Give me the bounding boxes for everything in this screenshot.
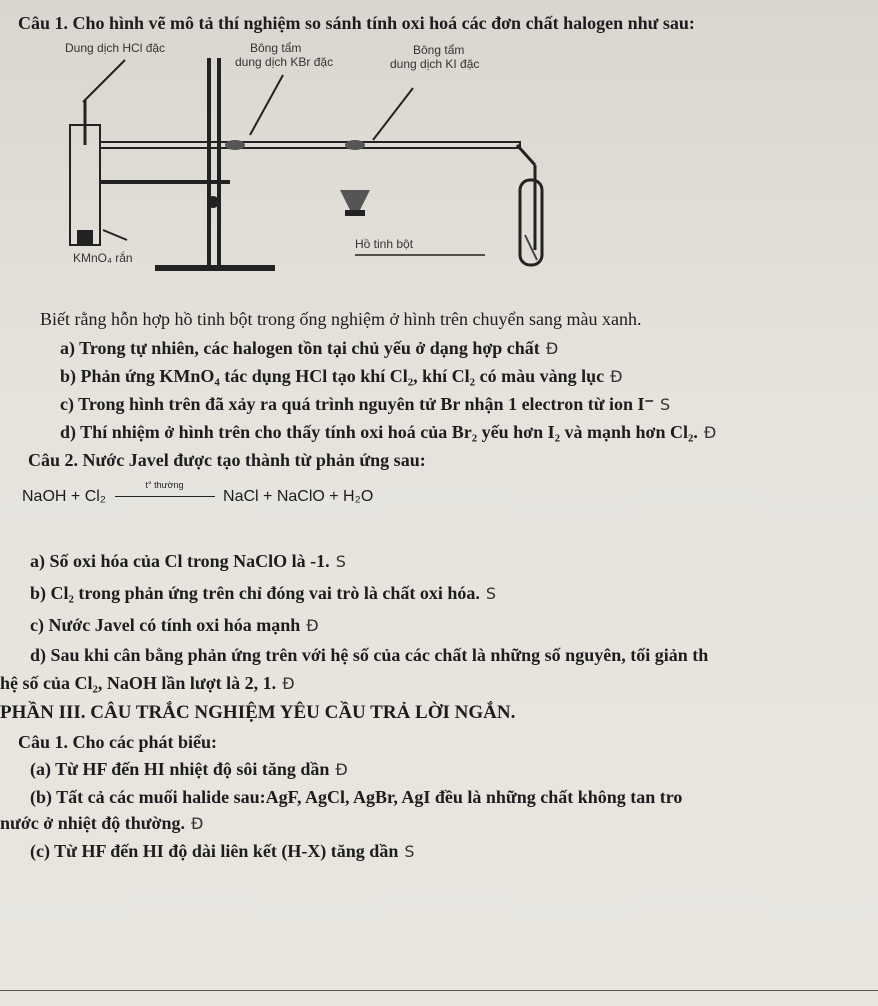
label-kmno4: KMnO₄ rắn	[73, 251, 133, 265]
equation-right: NaCl + NaClO + H₂O	[223, 488, 374, 505]
equation-left: NaOH + Cl₂	[22, 488, 107, 505]
label-hcl: Dung dịch HCl đặc	[65, 41, 166, 55]
q2-item-b	[30, 582, 496, 605]
q2-c-text: c) Nước Javel có tính oxi hóa mạnh	[30, 615, 301, 635]
q2-b-mark: S	[485, 584, 497, 603]
label-ki-2: dung dịch KI đặc	[390, 57, 480, 71]
q2-equation	[22, 480, 374, 508]
q2-b-text: b) Cl₂ trong phản ứng trên chỉ đóng vai trò là chất oxi hóa.	[30, 583, 480, 603]
q1-a-mark: Đ	[545, 339, 559, 358]
q1-item-c	[60, 393, 670, 416]
bottom-divider	[0, 990, 878, 991]
part3-item-b-line1: (b) Tất cả các muối halide sau:AgF, AgCl, AgBr, AgI đều là những chất không tan tro	[30, 787, 683, 807]
q2-c-mark: Đ	[306, 616, 319, 635]
label-starch: Hồ tinh bột	[355, 237, 414, 251]
q1-item-a	[60, 337, 558, 360]
part3-item-a	[30, 758, 348, 781]
label-kbr-1: Bông tẩm	[250, 41, 302, 55]
q2-title: Câu 2. Nước Javel được tạo thành từ phản ứng sau:	[28, 450, 426, 470]
q1-item-d	[60, 421, 716, 444]
part3-a-text: (a) Từ HF đến HI nhiệt độ sôi tăng dần	[30, 759, 330, 779]
part3-c-text: (c) Từ HF đến HI độ dài liên kết (H-X) tăng dần	[30, 841, 399, 861]
q2-a-mark: S	[335, 552, 346, 571]
part3-title: PHẦN III. CÂU TRẮC NGHIỆM YÊU CẦU TRẢ LỜI NGẮN.	[0, 702, 516, 723]
q1-a-text: a) Trong tự nhiên, các halogen tồn tại chủ yếu ở dạng hợp chất	[60, 338, 540, 358]
q1-title: Câu 1. Cho hình vẽ mô tả thí nghiệm so sánh tính oxi hoá các đơn chất halogen như sau:	[18, 13, 695, 33]
q2-item-a	[30, 550, 346, 573]
q1-b-text: b) Phản ứng KMnO₄ tác dụng HCl tạo khí Cl₂, khí Cl₂ có màu vàng lục	[60, 366, 605, 386]
q1-d-text: d) Thí nhiệm ở hình trên cho thấy tính oxi hoá của Br₂ yếu hơn I₂ và mạnh hơn Cl₂.	[60, 422, 698, 442]
q2-item-c	[30, 614, 319, 637]
equation-condition: t° thường	[145, 480, 184, 490]
q1-c-text: c) Trong hình trên đã xảy ra quá trình nguyên tử Br nhận 1 electron từ ion I⁻	[60, 394, 655, 414]
part3-b-text: nước ở nhiệt độ thường.	[0, 813, 186, 833]
equation-arrow	[115, 480, 215, 506]
q1-b-mark: Đ	[610, 367, 623, 386]
q1-d-mark: Đ	[703, 423, 717, 442]
q1-item-b	[60, 365, 623, 388]
label-ki-1: Bông tẩm	[413, 43, 465, 57]
part3-c-mark: S	[404, 842, 415, 861]
part3-a-mark: Đ	[335, 760, 348, 779]
q2-d-text: hệ số của Cl₂, NaOH lần lượt là 2, 1.	[0, 673, 277, 693]
q2-a-text: a) Số oxi hóa của Cl trong NaClO là -1.	[30, 551, 330, 571]
q2-item-d-line2	[0, 672, 295, 695]
part3-b-mark: Đ	[191, 814, 204, 833]
q2-d-mark: Đ	[282, 674, 295, 693]
q2-item-d-line1: d) Sau khi cân bằng phản ứng trên với hệ số của các chất là những số nguyên, tối giản th	[30, 645, 709, 665]
q1-c-mark: S	[660, 395, 671, 414]
part3-item-c	[30, 840, 415, 863]
part3-item-b-line2	[0, 812, 203, 835]
label-kbr-2: dung dịch KBr đặc	[235, 55, 334, 69]
part3-q1-title: Câu 1. Cho các phát biểu:	[18, 732, 218, 752]
experiment-diagram	[55, 40, 555, 280]
q1-intro: Biết rằng hỗn hợp hồ tinh bột trong ống nghiệm ở hình trên chuyển sang màu xanh.	[40, 309, 642, 329]
